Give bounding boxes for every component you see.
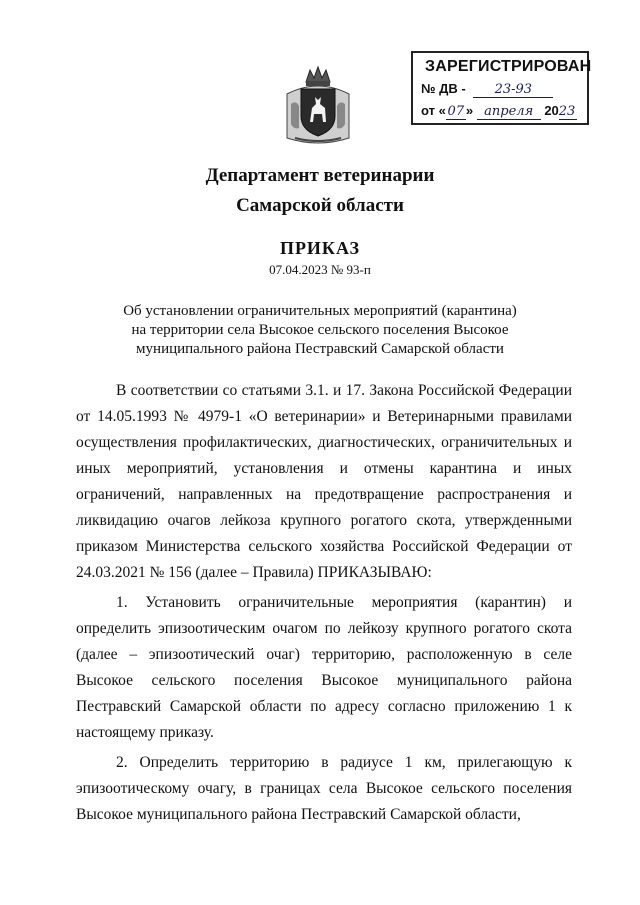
stamp-date-prefix: от «: [421, 103, 446, 118]
subject-line: на территории села Высокое сельского поселения Высокое: [131, 322, 509, 338]
order-body: [76, 378, 572, 832]
stamp-number-label: № ДВ -: [421, 81, 466, 96]
stamp-year-prefix: 20: [544, 103, 559, 118]
department-name-line2: Самарской области: [236, 195, 404, 216]
stamp-date-month: апреля: [477, 104, 541, 120]
stamp-date-mid: »: [465, 103, 474, 118]
department-name-line1: Департамент ветеринарии: [205, 165, 435, 186]
clause-2-paragraph: 2. Определить территорию в радиусе 1 км, прилегающую к эпизоотическому очагу, в границах села Высокое сельского поселения Высокое муниципального района Пестравский Самарской области,: [76, 754, 572, 823]
subject-line: Об установлении ограничительных мероприятий (карантина): [123, 303, 517, 319]
order-subject: [80, 302, 560, 359]
subject-line: муниципального района Пестравский Самарской области: [136, 341, 504, 357]
preamble-paragraph: В соответствии со статьями 3.1. и 17. Закона Российской Федерации от 14.05.1993 № 4979-1 «О ветеринарии» и Ветеринарными правилами осуществления профилактических, диагностических, ограничительных и иных мероприятий, установления и отмены карантина и иных ограничений, направленных на предотвращение распространения и ликвидацию очагов лейкоза крупного рогатого скота, утвержденными приказом Министерства сельского хозяйства Российской Федерации от 24.03.2021 № 156 (далее – Правила) ПРИКАЗЫВАЮ:: [76, 382, 572, 581]
clause-1-paragraph: 1. Установить ограничительные мероприятия (карантин) и определить эпизоотическим очагом по лейкозу крупного рогатого скота (далее – эпизоотический очаг) территорию, расположенную в селе Высокое сельского поселения Высокое муниципального района Пестравский Самарской области по адресу согласно приложению 1 к настоящему приказу.: [76, 594, 572, 741]
stamp-number-line: [421, 81, 553, 98]
stamp-number-handwritten: 23-93: [473, 82, 553, 98]
order-date-number: 07.04.2023 № 93-п: [269, 262, 371, 277]
stamp-date-day: 07: [447, 104, 465, 119]
stamp-year-suffix: 23: [558, 104, 576, 119]
stamp-title: ЗАРЕГИСТРИРОВАН: [425, 58, 592, 75]
registration-stamp: [411, 51, 592, 125]
stamp-date-line: [421, 103, 577, 120]
order-title: ПРИКАЗ: [279, 238, 361, 258]
samara-region-coat-of-arms-icon: [283, 64, 353, 148]
